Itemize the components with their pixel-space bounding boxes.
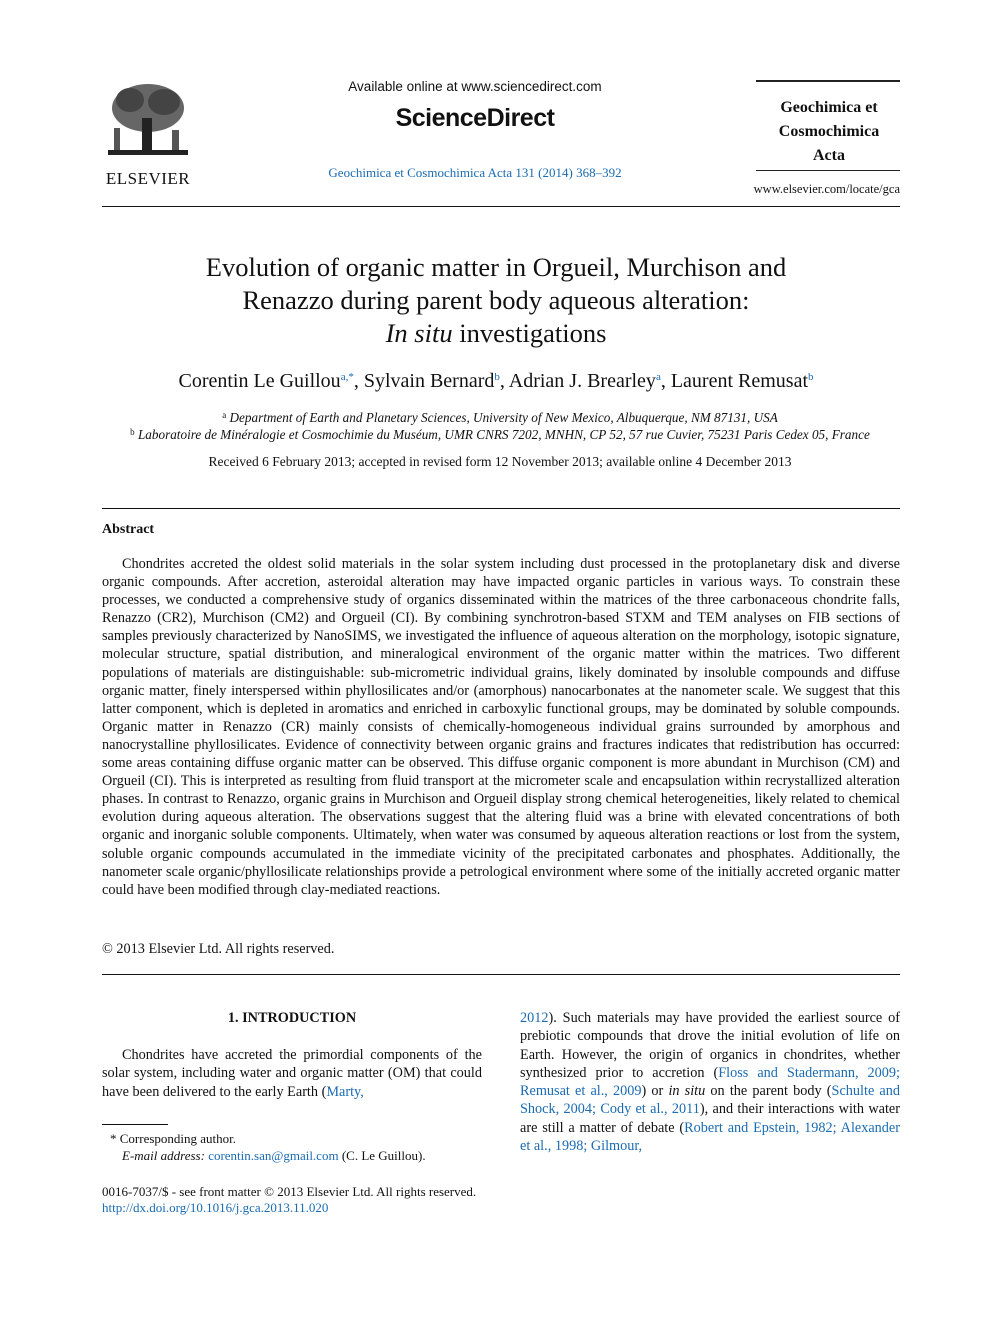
citation-link[interactable]: Schulte and Shock, 2004; Cody et al., 2011 bbox=[520, 1083, 900, 1118]
intro-text: Chondrites have accreted the primordial components of the solar system, including water and organic matter (OM) that could have been delivered to the early Earth ( bbox=[102, 1047, 482, 1100]
intro-column-2 bbox=[520, 1009, 900, 1155]
article-title bbox=[100, 251, 892, 350]
author-name[interactable]: Sylvain Bernard bbox=[363, 370, 495, 392]
author-separator: , bbox=[353, 370, 364, 392]
journal-citation[interactable]: Geochimica et Cosmochimica Acta 131 (2014) 368–392 bbox=[328, 165, 622, 180]
email-note bbox=[122, 1148, 426, 1164]
author-name[interactable]: Adrian J. Brearley bbox=[508, 370, 656, 392]
email-owner: (C. Le Guillou). bbox=[338, 1148, 426, 1163]
citation-link[interactable]: Robert and Epstein, 1982; Alexander et al., 1998; Gilmour, bbox=[520, 1119, 900, 1155]
affiliation-marker: a bbox=[222, 410, 227, 420]
affiliation-text: Department of Earth and Planetary Sciences, University of New Mexico, Albuquerque, NM 87131, USA bbox=[229, 410, 778, 425]
intro-text: on the parent body ( bbox=[705, 1083, 832, 1100]
citation-link[interactable]: Floss and Stadermann, 2009; Remusat et al., 2009 bbox=[520, 1064, 900, 1100]
intro-italic: in situ bbox=[668, 1083, 706, 1100]
elsevier-tree-icon bbox=[100, 78, 196, 164]
author-name[interactable]: Corentin Le Guillou bbox=[178, 370, 341, 392]
abstract-divider bbox=[102, 974, 900, 975]
author-affiliation-marker[interactable]: b bbox=[494, 371, 500, 383]
affiliation-text: Laboratoire de Minéralogie et Cosmochimie du Muséum, UMR CNRS 7202, MNHN, CP 52, 57 rue Cuvier, 75231 Paris Cedex 05, France bbox=[137, 427, 870, 442]
author-separator: , bbox=[499, 370, 509, 392]
journal-rule-bottom bbox=[756, 170, 900, 171]
affiliation-b bbox=[100, 427, 900, 443]
title-divider bbox=[102, 508, 900, 509]
elsevier-logo bbox=[100, 78, 196, 188]
received-dates: Received 6 February 2013; accepted in revised form 12 November 2013; available online 4 December 2013 bbox=[208, 454, 792, 469]
email-link[interactable]: corentin.san@gmail.com bbox=[208, 1148, 339, 1163]
available-online: Available online at www.sciencedirect.com bbox=[348, 79, 602, 94]
issn-line: 0016-7037/$ - see front matter © 2013 Elsevier Ltd. All rights reserved. bbox=[102, 1184, 477, 1199]
citation-link[interactable]: 2012 bbox=[520, 1010, 549, 1026]
citation-link[interactable]: Marty, bbox=[326, 1083, 364, 1100]
title-line: Renazzo during parent body aqueous alteration: bbox=[242, 285, 750, 315]
affiliation-a bbox=[100, 410, 900, 426]
sciencedirect-logo: ScienceDirect bbox=[395, 104, 555, 132]
publisher-name: ELSEVIER bbox=[105, 169, 191, 188]
author-separator: , bbox=[660, 370, 671, 392]
journal-title-line: Acta bbox=[813, 147, 845, 164]
intro-text: ), and their interactions with water are still a matter of debate ( bbox=[520, 1101, 900, 1136]
author-name[interactable]: Laurent Remusat bbox=[670, 370, 809, 392]
affiliation-marker: b bbox=[130, 427, 135, 437]
section-heading: 1. INTRODUCTION bbox=[227, 1010, 357, 1026]
corresponding-author-note: * Corresponding author. bbox=[110, 1131, 237, 1146]
journal-title-line: Geochimica et bbox=[780, 99, 878, 116]
journal-url[interactable]: www.elsevier.com/locate/gca bbox=[753, 182, 900, 196]
author-affiliation-marker[interactable]: a,* bbox=[340, 371, 354, 383]
journal-title-line: Cosmochimica bbox=[778, 123, 880, 140]
intro-text: ) or bbox=[641, 1083, 669, 1100]
abstract-heading: Abstract bbox=[102, 522, 155, 537]
abstract-text: Chondrites accreted the oldest solid materials in the solar system including dust processed in the protoplanetary disk and diverse organic compounds. After accretion, asteroidal alteration may have impacted organic particles in various ways. To constrain these processes, we conducted a comprehensive study of organics disseminated within the matrices of the three carbonaceous chondrite falls, Renazzo (CR2), Murchison (CM2) and Orgueil (CI). By combining synchrotron-based STXM and TEM analyses on FIB sections of samples previously characterized by NanoSIMS, we investigated the influence of aqueous alteration on the morphology, isotopic signature, molecular structure, spatial distribution, and mineralogical environment of the organic matter within the matrices. Two different populations of materials are distinguishable: sub-micrometric individual grains, likely dominated by insoluble compounds and diffuse organic matter, finely interspersed within phyllosilicates and/or (amorphous) nanocarbonates at the nanometer scale. We suggest that this latter component, which is depleted in aromatics and enriched in carboxylic functional groups, may be dominated by soluble compounds. Organic matter in Renazzo (CR) mainly consists of chemically-homogeneous individual grains surrounded by amorphous and nanocrystalline phyllosilicates. Evidence of connectivity between organic grains and fractures indicates that redistribution has occurred: some areas containing diffuse organic matter can be observed. This diffuse organic component is more abundant in Murchison (CM) and Orgueil (CI). This is interpreted as resulting from fluid transport at the micrometer scale and encapsulation within recrystallized alteration phases. In contrast to Renazzo, organic grains in Murchison and Orgueil display strong chemical heterogeneities, likely related to chemical evolution during aqueous alteration. The observations suggest that the altering fluid was a brine with elevated concentrations of both organic and inorganic soluble components. Ultimately, when water was consumed by aqueous alteration reactions or lost from the system, soluble organic compounds accumulated in the immediate vicinity of the precipitated carbonates and phosphates. Additionally, the nanometer scale organic/phyllosilicate relationships provide a petrological environment where some of the initially accreted organic matter could have been modified through clay-mediated reactions. bbox=[102, 556, 900, 898]
abstract-copyright: © 2013 Elsevier Ltd. All rights reserved. bbox=[102, 941, 335, 957]
intro-paragraph bbox=[102, 1046, 482, 1101]
intro-text: ). Such materials may have provided the earliest source of prebiotic compounds that drove the initial evolution of life on Earth. However, the origin of organics in chondrites, whether synthesized prior to accretion ( bbox=[520, 1010, 900, 1081]
title-line bbox=[100, 317, 892, 350]
doi-link[interactable]: http://dx.doi.org/10.1016/j.gca.2013.11.020 bbox=[102, 1200, 329, 1215]
title-line: Evolution of organic matter in Orgueil, Murchison and bbox=[205, 252, 787, 282]
author-affiliation-marker[interactable]: a bbox=[655, 371, 661, 383]
author-list bbox=[100, 370, 892, 393]
header-divider bbox=[102, 206, 900, 207]
author-affiliation-marker[interactable]: b bbox=[808, 371, 814, 383]
journal-rule-top bbox=[756, 80, 900, 82]
footnote-rule bbox=[102, 1124, 168, 1125]
title-rest: investigations bbox=[452, 318, 607, 348]
title-italic: In situ bbox=[385, 318, 453, 348]
journal-title bbox=[740, 96, 918, 168]
email-label: E-mail address: bbox=[122, 1148, 205, 1163]
